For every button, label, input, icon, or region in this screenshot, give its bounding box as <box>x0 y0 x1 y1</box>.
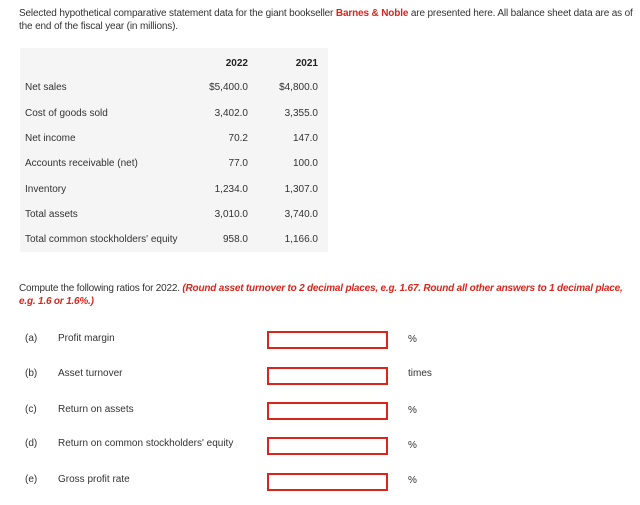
value-2021-inventory: 1,307.0 <box>284 184 318 195</box>
row-label-cogs: Cost of goods sold <box>25 108 108 119</box>
unit-label: % <box>408 440 417 451</box>
value-2022-stockholders-equity: 958.0 <box>222 234 248 245</box>
question-label-asset-turnover: Asset turnover <box>58 368 123 379</box>
value-2022-net-income: 70.2 <box>228 133 248 144</box>
value-2022-cogs: 3,402.0 <box>214 108 248 119</box>
company-name: Barnes & Noble <box>335 8 409 19</box>
unit-label: times <box>408 368 432 379</box>
unit-label: % <box>408 334 417 345</box>
question-letter: (c) <box>25 404 37 415</box>
instructions <box>19 282 637 308</box>
question-label-return-on-assets: Return on assets <box>58 404 134 415</box>
intro-suffix: are presented here. All balance sheet data are as of the end of the fiscal year (in millions). <box>19 8 633 32</box>
question-letter: (a) <box>25 333 38 344</box>
question-letter: (b) <box>25 368 38 379</box>
question-label-gross-profit-rate: Gross profit rate <box>58 474 130 485</box>
unit-label: % <box>408 405 417 416</box>
unit-label: % <box>408 475 417 486</box>
rounding-instructions: (Round asset turnover to 2 decimal places, e.g. 1.67. Round all other answers to 1 decimal place, e.g. 1.6 or 1.6%.) <box>19 283 623 307</box>
value-2022-accounts-receivable: 77.0 <box>228 158 248 169</box>
header-2021: 2021 <box>295 58 318 69</box>
value-2021-total-assets: 3,740.0 <box>284 209 318 220</box>
intro-text <box>19 7 637 33</box>
row-label-total-assets: Total assets <box>25 209 78 220</box>
answer-input-return-on-assets[interactable] <box>267 402 388 420</box>
row-label-stockholders-equity: Total common stockholders' equity <box>25 234 178 245</box>
value-2021-net-income: 147.0 <box>292 133 318 144</box>
question-label-return-on-equity: Return on common stockholders' equity <box>58 438 234 449</box>
row-label-inventory: Inventory <box>25 184 67 195</box>
answer-input-asset-turnover[interactable] <box>267 367 388 385</box>
answer-input-return-on-equity[interactable] <box>267 437 388 455</box>
answer-input-gross-profit-rate[interactable] <box>267 473 388 491</box>
question-letter: (e) <box>25 474 38 485</box>
value-2022-inventory: 1,234.0 <box>214 184 248 195</box>
row-label-accounts-receivable: Accounts receivable (net) <box>25 158 138 169</box>
instructions-text: Compute the following ratios for 2022. <box>19 283 183 294</box>
row-label-net-sales: Net sales <box>25 82 67 93</box>
value-2021-cogs: 3,355.0 <box>284 108 318 119</box>
value-2022-net-sales: $5,400.0 <box>209 82 248 93</box>
value-2021-net-sales: $4,800.0 <box>279 82 318 93</box>
question-letter: (d) <box>25 438 38 449</box>
data-table <box>20 48 328 252</box>
question-label-profit-margin: Profit margin <box>58 333 115 344</box>
value-2022-total-assets: 3,010.0 <box>214 209 248 220</box>
value-2021-stockholders-equity: 1,166.0 <box>284 234 318 245</box>
header-2022: 2022 <box>225 58 248 69</box>
answer-input-profit-margin[interactable] <box>267 331 388 349</box>
row-label-net-income: Net income <box>25 133 76 144</box>
intro-prefix: Selected hypothetical comparative statement data for the giant bookseller <box>19 8 336 19</box>
value-2021-accounts-receivable: 100.0 <box>292 158 318 169</box>
